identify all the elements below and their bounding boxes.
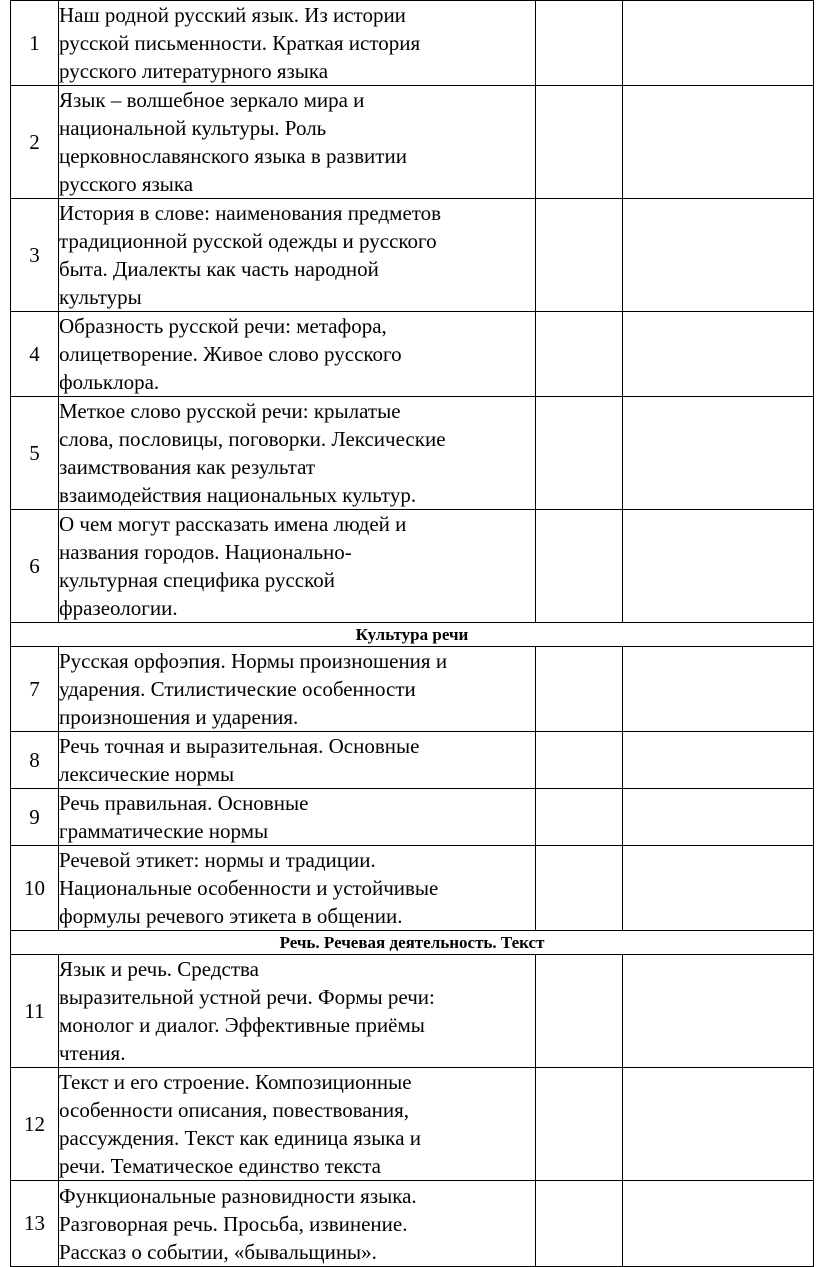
row-number: 3 bbox=[11, 199, 59, 312]
row-topic: Образность русской речи: метафора, олицетворение. Живое слово русского фольклора. bbox=[59, 312, 536, 397]
date-cell bbox=[623, 846, 814, 931]
row-topic: Функциональные разновидности языка. Разговорная речь. Просьба, извинение. Рассказ о событии, «бывальщины». bbox=[59, 1181, 536, 1267]
hours-cell bbox=[536, 955, 623, 1068]
row-topic: История в слове: наименования предметов традиционной русской одежды и русского быта. Диалекты как часть народной культуры bbox=[59, 199, 536, 312]
table-row bbox=[11, 955, 814, 1068]
row-number: 4 bbox=[11, 312, 59, 397]
table-row bbox=[11, 510, 814, 623]
row-number: 2 bbox=[11, 86, 59, 199]
section-heading: Речь. Речевая деятельность. Текст bbox=[11, 931, 814, 955]
section-heading: Культура речи bbox=[11, 623, 814, 647]
table-row bbox=[11, 1181, 814, 1267]
table-row bbox=[11, 199, 814, 312]
row-topic: Язык – волшебное зеркало мира и национальной культуры. Роль церковнославянского языка в развитии русского языка bbox=[59, 86, 536, 199]
table-row bbox=[11, 397, 814, 510]
row-number: 11 bbox=[11, 955, 59, 1068]
row-topic: О чем могут рассказать имена людей и названия городов. Национально- культурная специфика русской фразеологии. bbox=[59, 510, 536, 623]
date-cell bbox=[623, 312, 814, 397]
table-row bbox=[11, 1, 814, 86]
date-cell bbox=[623, 732, 814, 789]
date-cell bbox=[623, 1068, 814, 1181]
date-cell bbox=[623, 397, 814, 510]
row-number: 10 bbox=[11, 846, 59, 931]
row-topic: Русская орфоэпия. Нормы произношения и ударения. Стилистические особенности произношения и ударения. bbox=[59, 647, 536, 732]
hours-cell bbox=[536, 789, 623, 846]
table-row bbox=[11, 312, 814, 397]
table-row bbox=[11, 1068, 814, 1181]
row-topic: Текст и его строение. Композиционные особенности описания, повествования, рассуждения. Текст как единица языка и речи. Тематическое единство текста bbox=[59, 1068, 536, 1181]
row-number: 9 bbox=[11, 789, 59, 846]
row-number: 6 bbox=[11, 510, 59, 623]
lesson-plan-table bbox=[10, 0, 814, 1267]
date-cell bbox=[623, 1181, 814, 1267]
table-row bbox=[11, 789, 814, 846]
table-row bbox=[11, 846, 814, 931]
table-row bbox=[11, 86, 814, 199]
hours-cell bbox=[536, 846, 623, 931]
row-topic: Речь правильная. Основные грамматические нормы bbox=[59, 789, 536, 846]
date-cell bbox=[623, 86, 814, 199]
row-topic: Наш родной русский язык. Из истории русской письменности. Краткая история русского литературного языка bbox=[59, 1, 536, 86]
section-row bbox=[11, 623, 814, 647]
hours-cell bbox=[536, 312, 623, 397]
hours-cell bbox=[536, 86, 623, 199]
hours-cell bbox=[536, 732, 623, 789]
table-row bbox=[11, 732, 814, 789]
date-cell bbox=[623, 1, 814, 86]
row-topic: Речь точная и выразительная. Основные лексические нормы bbox=[59, 732, 536, 789]
hours-cell bbox=[536, 1, 623, 86]
row-number: 8 bbox=[11, 732, 59, 789]
date-cell bbox=[623, 955, 814, 1068]
section-row bbox=[11, 931, 814, 955]
hours-cell bbox=[536, 1181, 623, 1267]
row-number: 12 bbox=[11, 1068, 59, 1181]
row-number: 1 bbox=[11, 1, 59, 86]
hours-cell bbox=[536, 397, 623, 510]
hours-cell bbox=[536, 1068, 623, 1181]
row-topic: Язык и речь. Средства выразительной устной речи. Формы речи: монолог и диалог. Эффективные приёмы чтения. bbox=[59, 955, 536, 1068]
row-topic: Меткое слово русской речи: крылатые слова, пословицы, поговорки. Лексические заимствования как результат взаимодействия национальных культур. bbox=[59, 397, 536, 510]
date-cell bbox=[623, 510, 814, 623]
row-topic: Речевой этикет: нормы и традиции. Национальные особенности и устойчивые формулы речевого этикета в общении. bbox=[59, 846, 536, 931]
hours-cell bbox=[536, 647, 623, 732]
date-cell bbox=[623, 647, 814, 732]
row-number: 13 bbox=[11, 1181, 59, 1267]
row-number: 5 bbox=[11, 397, 59, 510]
table-row bbox=[11, 647, 814, 732]
hours-cell bbox=[536, 199, 623, 312]
date-cell bbox=[623, 199, 814, 312]
date-cell bbox=[623, 789, 814, 846]
hours-cell bbox=[536, 510, 623, 623]
row-number: 7 bbox=[11, 647, 59, 732]
